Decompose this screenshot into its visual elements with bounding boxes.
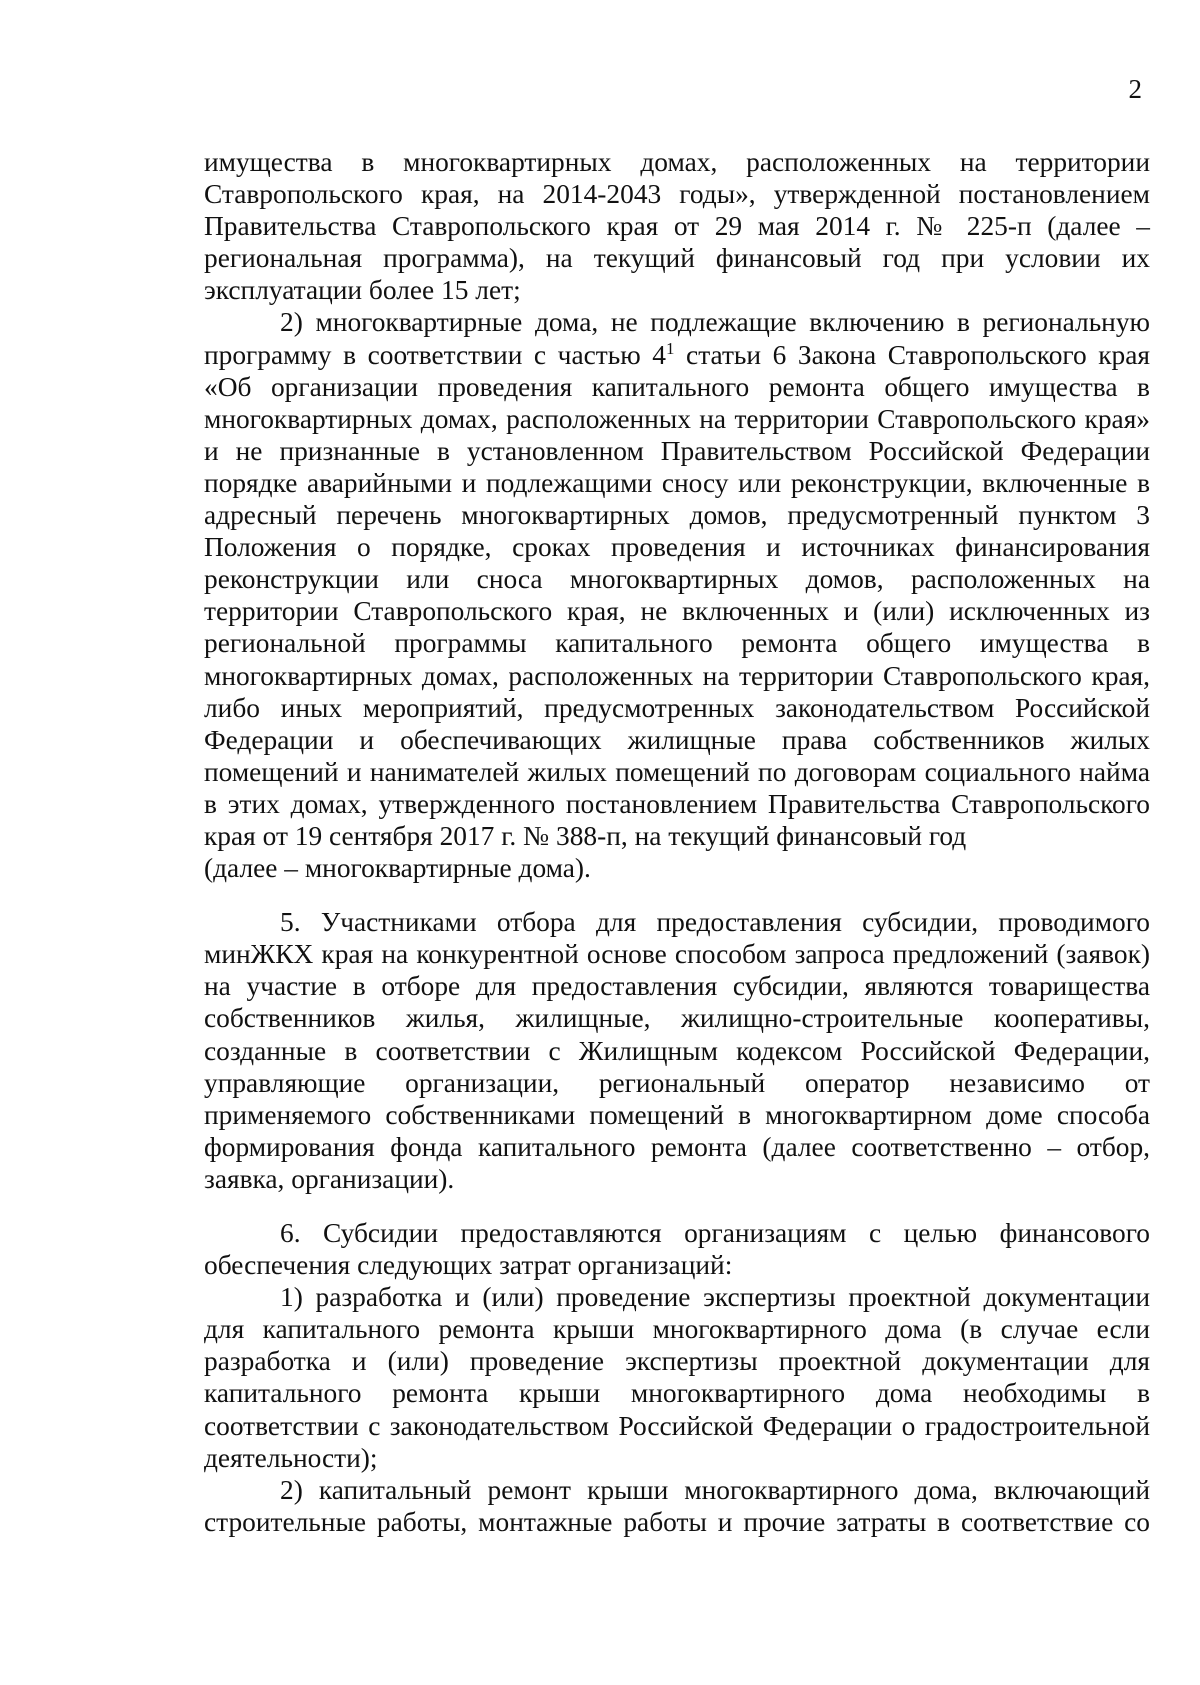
paragraph-item-2-tail: (далее – многоквартирные дома). (204, 853, 591, 884)
item-2-text-end: статьи 6 Закона Ставропольского края «Об организации проведения капитального ремонта общего имущества в многоквартирных домах, расположенных на территории Ставропольского края» и не признанные в установленном Правительством Российской Федерации порядке аварийными и подлежащими сносу или реконструкции, включенные в адресный перечень многоквартирных домов, предусмотренный пунктом 3 Положения о порядке, сроках проведения и источниках финансирования реконструкции или сноса многоквартирных домов, расположенных на территории Ставропольского края, не включенных и (или) исключенных из региональной программы капитального ремонта общего имущества в многоквартирных домах, расположенных на территории Ставропольского края, либо иных мероприятий, предусмотренных законодательством Российской Федерации и обеспечивающих жилищные права собственников жилых помещений и нанимателей жилых помещений по договорам социального найма в этих домах, утвержденного постановлением Правительства Ставропольского края от 19 сентября 2017 г. № 388-п, на текущий финансовый год (204, 339, 1150, 851)
item-2-text-start: 2) многоквартирные дома, не подлежащие включению в региональную программу в соответствии с частью 4 (204, 307, 1150, 370)
paragraph-section-6-item-2: 2) капитальный ремонт крыши многоквартирного дома, включающий строительные работы, монтажные работы и прочие затраты в соответствие со (204, 1474, 1150, 1537)
document-body (204, 146, 1150, 1538)
paragraph-item-2 (204, 306, 1150, 852)
superscript-1: 1 (665, 338, 675, 358)
paragraph-continuation: имущества в многоквартирных домах, расположенных на территории Ставропольского края, на 2014-2043 годы», утвержденной постановлением Правительства Ставропольского края от 29 мая 2014 г. № 225-п (далее – региональная программа), на текущий финансовый год при условии их эксплуатации более 15 лет; (204, 147, 1150, 306)
page-number: 2 (1128, 74, 1142, 104)
paragraph-section-6-item-1: 1) разработка и (или) проведение экспертизы проектной документации для капитального ремонта крыши многоквартирного дома (в случае если разработка и (или) проведение экспертизы проектной документации для капитального ремонта крыши многоквартирного дома необходимы в соответствии с законодательством Российской Федерации о градостроительной деятельности); (204, 1282, 1150, 1473)
paragraph-section-5: 5. Участниками отбора для предоставления субсидии, проводимого минЖКХ края на конкурентной основе способом запроса предложений (заявок) на участие в отборе для предоставления субсидии, являются товарищества собственников жилья, жилищные, жилищно-строительные кооперативы, созданные в соответствии с Жилищным кодексом Российской Федерации, управляющие организации, региональный оператор независимо от применяемого собственниками помещений в многоквартирном доме способа формирования фонда капитального ремонта (далее соответственно – отбор, заявка, организации). (204, 907, 1150, 1194)
paragraph-section-6: 6. Субсидии предоставляются организациям с целью финансового обеспечения следующих затрат организаций: (204, 1218, 1150, 1281)
